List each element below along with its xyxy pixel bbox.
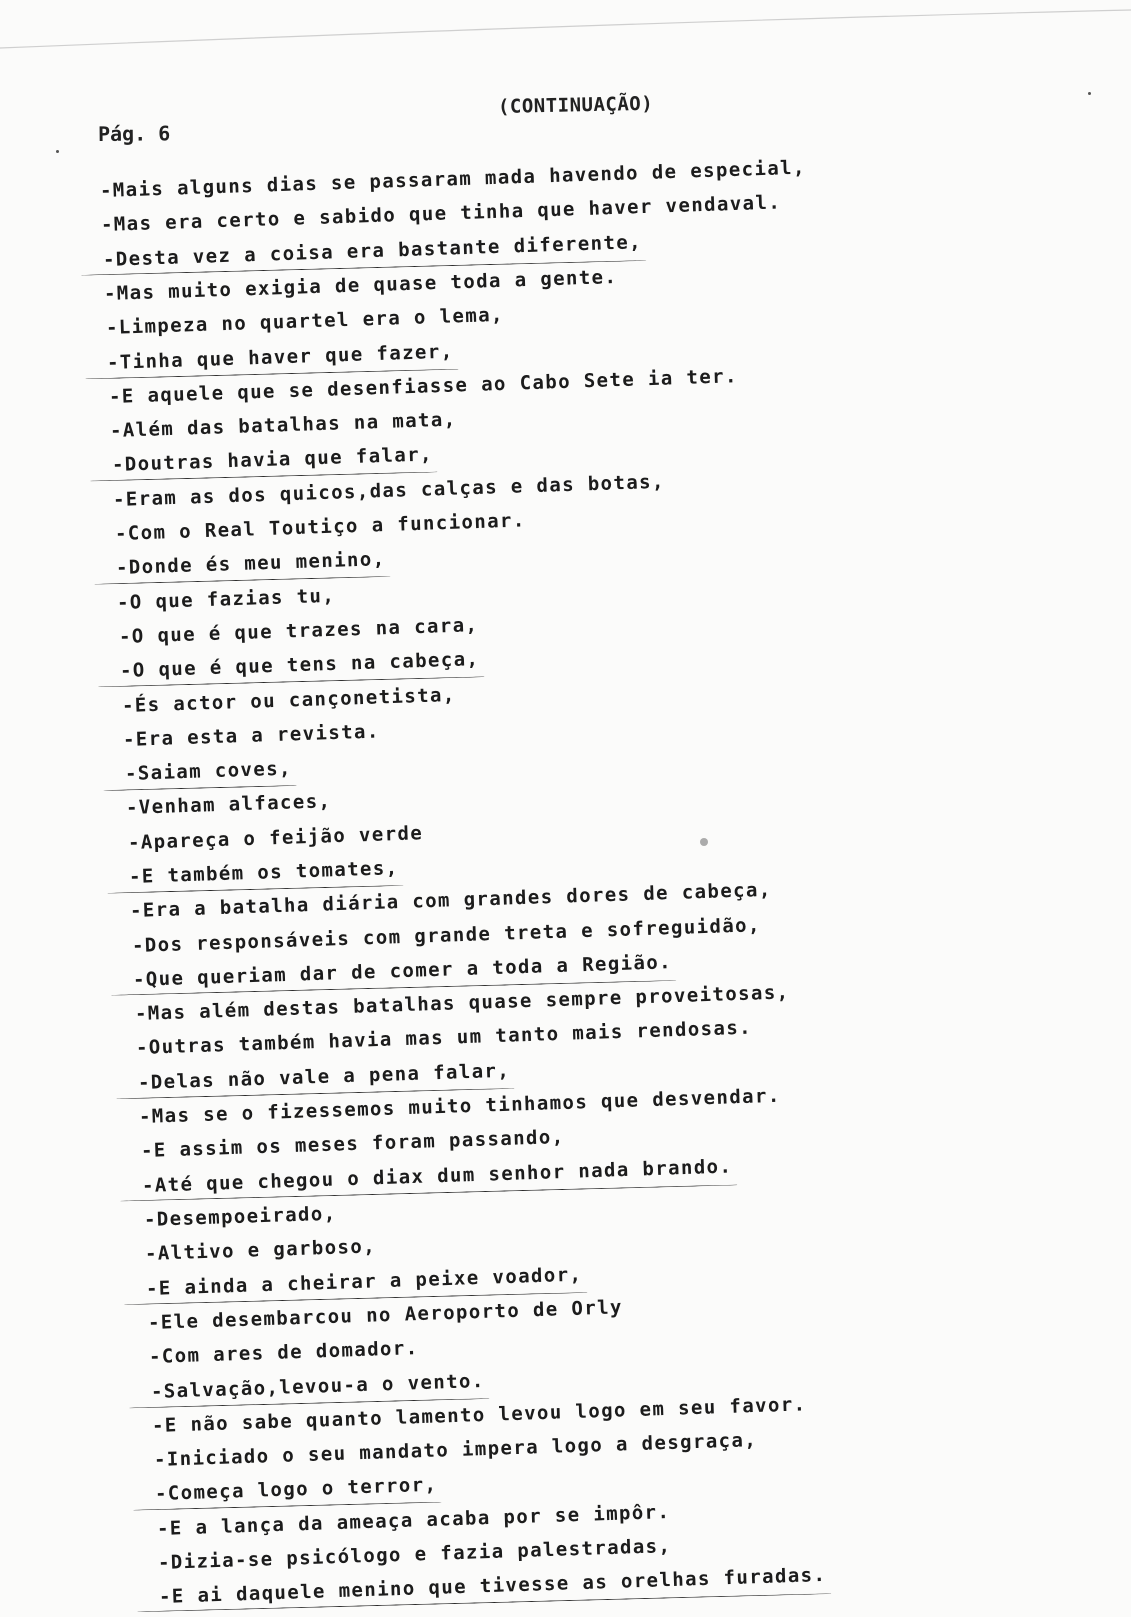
text-line: -Além das batalhas na mata, xyxy=(109,408,457,442)
text-line: -E a lança da ameaça acaba por se impôr. xyxy=(156,1500,671,1540)
text-line: -Delas não vale a pena falar, xyxy=(137,1059,511,1094)
text-line: -Ele desembarcou no Aeroporto de Orly xyxy=(147,1296,624,1334)
text-line: -O que é que tens na cabeça, xyxy=(119,648,480,682)
text-line: -E também os tomates, xyxy=(128,857,399,888)
text-line: -Apareça o feijão verde xyxy=(127,822,424,854)
text-line: -E ai daquele menino que tivesse as orelhas furadas. xyxy=(158,1563,827,1608)
text-line: -Começa logo o terror, xyxy=(154,1473,438,1505)
text-line: -E aquele que se desenfiasse ao Cabo Sete ia ter. xyxy=(108,365,739,408)
text-line: -Era a batalha diária com grandes dores de cabeça, xyxy=(129,878,772,922)
text-line: -E ainda a cheirar a peixe voador, xyxy=(145,1263,583,1300)
text-line: -E assim os meses foram passando, xyxy=(140,1125,565,1162)
text-line: -Saiam coves, xyxy=(124,757,293,785)
text-line: -Com ares de domador. xyxy=(148,1337,419,1368)
ink-blotch xyxy=(700,838,708,846)
text-line: -Donde és meu menino, xyxy=(115,548,386,579)
text-line: -És actor ou cançonetista, xyxy=(121,683,457,717)
text-line: -Era esta a revista. xyxy=(122,720,381,751)
text-line: -Doutras havia que falar, xyxy=(111,443,434,476)
text-line: -O que é que trazes na cara, xyxy=(118,614,479,648)
text-line: -E não sabe quanto lamento levou logo em seu favor. xyxy=(151,1393,807,1437)
ink-dot xyxy=(1088,92,1091,95)
text-line: -Que queriam dar de comer a toda a Região. xyxy=(132,951,673,991)
text-line: -Limpeza no quartel era o lema, xyxy=(105,303,505,339)
ink-dot xyxy=(56,150,59,153)
paper-fold-line xyxy=(0,8,1131,68)
text-line: -O que fazias tu, xyxy=(116,584,336,614)
continuation-heading: (CONTINUAÇÃO) xyxy=(497,92,654,118)
text-line: -Com o Real Toutiço a funcionar. xyxy=(114,509,526,545)
text-line: -Mas muito exigia de quase toda a gente. xyxy=(103,265,618,305)
text-line: -Eram as dos quicos,das calças e das botas, xyxy=(112,470,666,511)
page-number: Pág. 6 xyxy=(97,121,171,146)
text-line: -Mas era certo e sabido que tinha que haver vendaval. xyxy=(100,191,782,236)
text-line: -Dizia-se psicólogo e fazia palestradas, xyxy=(157,1534,672,1574)
text-line: -Até que chegou o diax dum senhor nada brando. xyxy=(141,1155,733,1197)
text-line: -Desta vez a coisa era bastante diferente, xyxy=(102,231,643,271)
text-line: -Salvação,levou-a o vento. xyxy=(150,1369,486,1403)
text-line: -Mas se o fizessemos muito tinhamos que desvendar. xyxy=(138,1084,781,1128)
text-line: -Altivo e garboso, xyxy=(144,1235,377,1265)
text-line: -Mais alguns dias se passaram mada havendo de especial, xyxy=(99,156,807,202)
text-line: -Desempoeirado, xyxy=(143,1202,337,1231)
text-line: -Iniciado o seu mandato impera logo a desgraça, xyxy=(153,1428,758,1471)
text-line: -Tinha que haver que fazer, xyxy=(106,340,454,374)
text-line: -Venham alfaces, xyxy=(125,790,332,819)
text-line: -Outras também havia mas um tanto mais rendosas. xyxy=(135,1016,753,1059)
text-line: -Dos responsáveis com grande treta e sofreguidão, xyxy=(131,914,762,957)
text-line: -Mas além destas batalhas quase sempre proveitosas, xyxy=(134,981,790,1025)
